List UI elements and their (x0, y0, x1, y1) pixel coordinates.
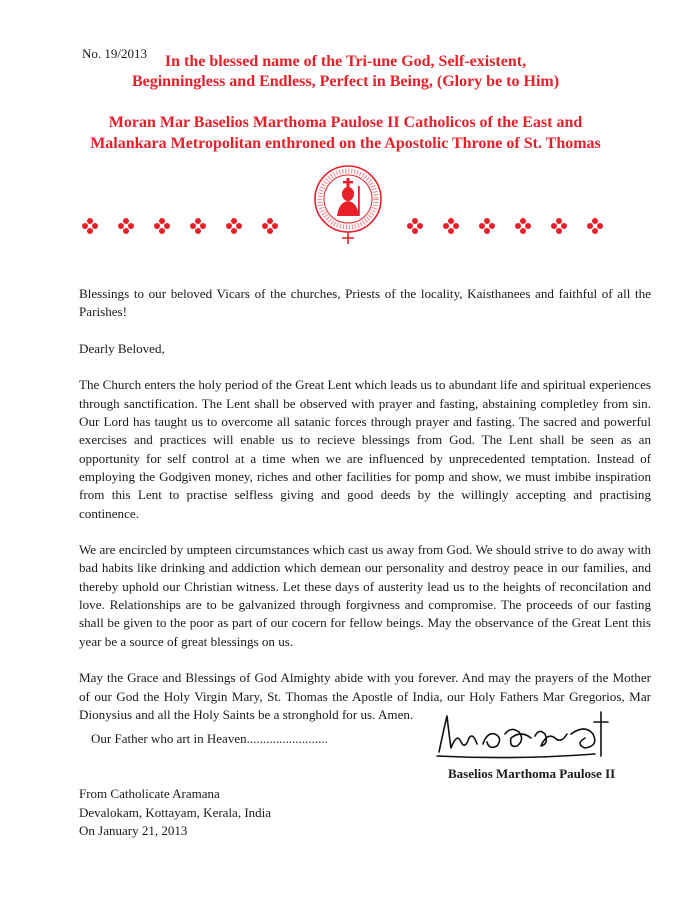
cross-row-right (407, 218, 603, 234)
ornamental-cross-icon (551, 218, 567, 234)
footer-address: Devalokam, Kottayam, Kerala, India (79, 804, 272, 820)
ornamental-cross-icon (407, 218, 423, 234)
letter-footer (79, 785, 271, 841)
cross-row-left (82, 218, 278, 234)
invocation-heading (0, 52, 691, 92)
paragraph-lent: The Church enters the holy period of the Great Lent which leads us to abundant life and spiritual experiences through sanctification. The Lent shall be observed with prayer and fasting, abstaining completley from sin. Our Lord has taught us to overcome all satanic forces through prayer and fasting. The sacred and powerful exercises and practices will enable us to recieve blessings from God. The Lent shall be seen as an opportunity for self control at a time when we are influenced by unprecedented temptation. Instead of employing the Godgiven money, riches and other facilities for pomp and show, we must imbibe inspiration from this Lent to practise selfless giving and good deeds by the willingly accepting and practising continence. (79, 377, 651, 521)
paragraph-austerity: We are encircled by umpteen circumstances which cast us away from God. We should strive to do away with bad habits like drinking and addiction which demean our personality and destroy peace in our families, and thereby uphold our Christian witness. Let these days of austerity lead us to the heights of reconcilation and love. Relationships are to be galvanized through forgivness and compromise. The proceeds of our fasting shall be given to the poor as part of our cocern for fellow beings. May the observance of the Great Lent this year be a source of great blessings on us. (79, 542, 651, 649)
salutation-blessing: Blessings to our beloved Vicars of the churches, Priests of the locality, Kaisthanees and faithful of all the Parishes! (79, 286, 651, 320)
ornamental-cross-icon (587, 218, 603, 234)
footer-origin: From Catholicate Aramana (79, 786, 220, 801)
letter-body (79, 285, 651, 742)
paragraph-blessing: May the Grace and Blessings of God Almighty abide with you forever. And may the prayers of the Mother of our God the Holy Virgin Mary, St. Thomas the Apostle of India, our Holy Fathers Mar Gregorios, Mar Dionysius and all the Holy Saints be a stronghold for us. Amen. (79, 670, 651, 722)
ornamental-cross-icon (443, 218, 459, 234)
ornamental-cross-icon (82, 218, 98, 234)
ornamental-cross-icon (515, 218, 531, 234)
ornamental-cross-icon (190, 218, 206, 234)
title-line-2: Malankara Metropolitan enthroned on the Apostolic Throne of St. Thomas (90, 135, 601, 152)
catholicos-seal-icon (313, 164, 383, 249)
catholicos-title (0, 112, 691, 154)
footer-date: On January 21, 2013 (79, 823, 188, 838)
closing-prayer: Our Father who art in Heaven......................... (91, 731, 328, 746)
letter-number: No. 19/2013 (82, 46, 147, 61)
greeting: Dearly Beloved, (79, 340, 165, 356)
invocation-line-2: Beginningless and Endless, Perfect in Being, (Glory be to Him) (131, 73, 560, 90)
invocation-line-1: In the blessed name of the Tri-une God, Self-existent, (164, 53, 527, 70)
handwritten-signature (435, 704, 625, 762)
ornamental-cross-icon (479, 218, 495, 234)
signer-name: Baselios Marthoma Paulose II (448, 766, 616, 781)
ornamental-cross-icon (154, 218, 170, 234)
title-line-1: Moran Mar Baselios Marthoma Paulose II Catholicos of the East and (108, 114, 583, 131)
ornamental-cross-icon (118, 218, 134, 234)
ornamental-cross-icon (226, 218, 242, 234)
ornamental-cross-icon (262, 218, 278, 234)
